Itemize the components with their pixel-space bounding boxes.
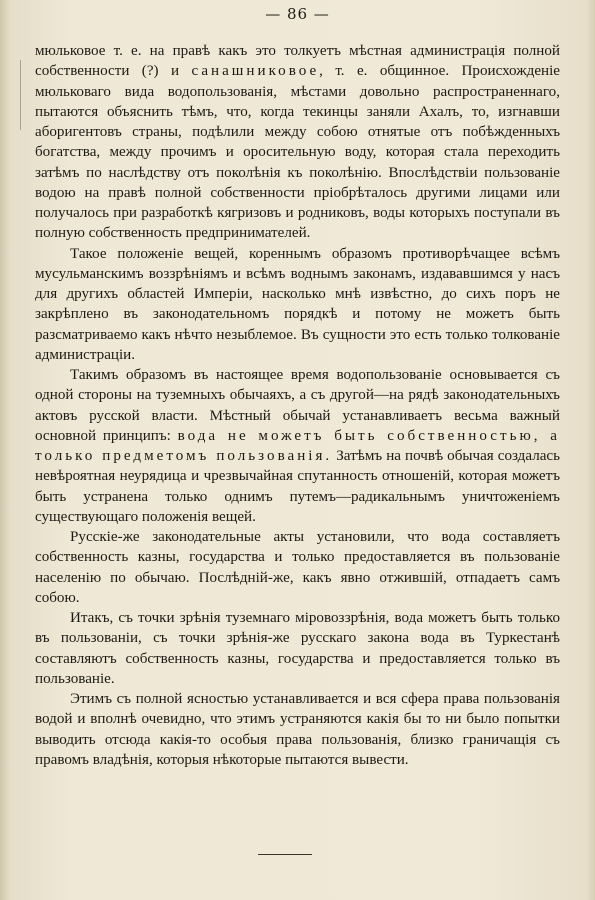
end-separator-rule: [258, 854, 312, 855]
paragraph-text: мюльковое т. е. на правѣ какъ это толкуетъ мѣстная администрація полной собственности (?) и: [35, 43, 560, 80]
paragraph: [35, 244, 560, 366]
margin-pencil-mark: [20, 60, 21, 130]
paragraph-text: , т. е. общинное. Происхожденіе мюльковаго вида водопользованія, мѣстами довольно распространеннаго, пытаются объяснить тѣмъ, что, когда текинцы заняли Ахалъ, то, изгнавши аборигентовъ страны, подѣлили между собою отнятые отъ побѣжденныхъ богатства, между прочимъ и оросительную воду, которая стала переходить затѣмъ по наслѣдству отъ поколѣнія къ поколѣнію. Впослѣдствіи пользованіе водою на правѣ полной собственности пріобрѣталось другими лицами или получалось при разработкѣ кягризовъ и родниковъ, воды которыхъ поступали въ полную собственность предпринимателей.: [35, 63, 560, 242]
page-spine-shadow: [0, 0, 10, 900]
spaced-emphasis-text: вода не можетъ быть собственностью, а только предметомъ пользованія.: [35, 427, 560, 464]
page-number: — 86 —: [265, 5, 330, 23]
spaced-emphasis-text: санашниковое: [191, 63, 320, 80]
paragraph-text: Такимъ образомъ въ настоящее время водопользованіе основывается съ одной стороны на туземныхъ обычаяхъ, а съ другой—на рядѣ законодательныхъ актовъ русской власти. Мѣстный обычай устанавливаетъ весьма важный основной принципъ:: [35, 367, 560, 444]
page-text: [35, 41, 560, 770]
page-edge-shadow: [587, 0, 595, 900]
paragraph-text: Этимъ съ полной ясностью устанавливается и вся сфера права пользованія водой и вполнѣ очевидно, что этимъ устраняются какія бы то ни было попытки выводить отсюда какія-то особыя права пользованія, близко граничащія съ правомъ владѣнія, которыя нѣкоторые пытаются вывести.: [35, 691, 560, 768]
paragraph-text: Затѣмъ на почвѣ обычая создалась невѣроятная неурядица и чрезвычайная спутанность отношеній, которая можетъ быть устранена только однимъ путемъ—радикальнымъ уничтоженіемъ существующаго положенія вещей.: [35, 448, 561, 525]
paragraph: [35, 41, 560, 244]
paragraph: [35, 365, 560, 527]
paragraph-text: Русскіе-же законодательные акты установили, что вода составляетъ собственность казны, государства и только предоставляется въ пользованіе населенію по обычаю. Послѣдній-же, какъ явно отжившій, отпадаетъ самъ собою.: [35, 529, 560, 606]
paragraph-text: Итакъ, съ точки зрѣнія туземнаго міровоззрѣнія, вода можетъ быть только въ пользованіи, съ точки зрѣнія-же русскаго закона вода въ Туркестанѣ составляютъ собственность казны, государства и предоставляется только въ пользованіе.: [35, 610, 560, 687]
paragraph: [35, 527, 560, 608]
paragraph: [35, 689, 560, 770]
paragraph: [35, 608, 560, 689]
paragraph-text: Такое положеніе вещей, кореннымъ образомъ противорѣчащее всѣмъ мусульманскимъ воззрѣніямъ и всѣмъ воднымъ законамъ, издававшимся у насъ для другихъ областей Имперіи, насколько мнѣ извѣстно, до сихъ поръ не закрѣплено въ законодательномъ порядкѣ и потому не можетъ быть разсматриваемо какъ нѣчто незыблемое. Въ сущности это есть только толкованіе администраціи.: [35, 245, 560, 363]
